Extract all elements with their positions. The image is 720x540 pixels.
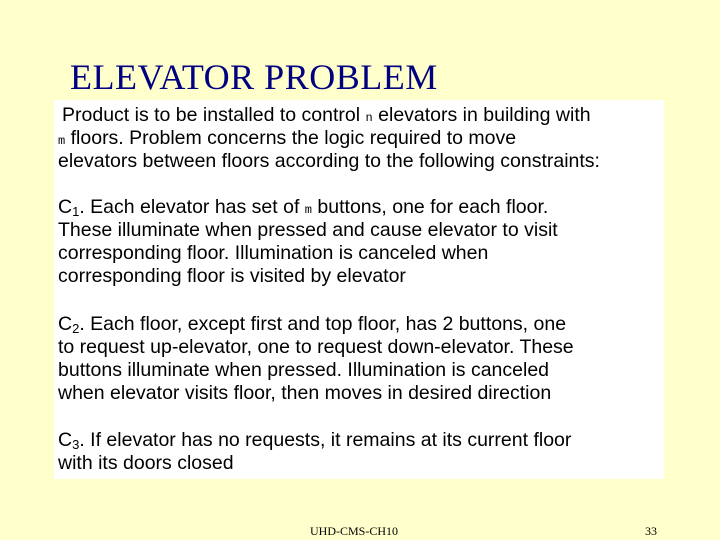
- constraint-c3-line-2: with its doors closed: [58, 452, 234, 474]
- variable-m: m: [304, 203, 312, 217]
- constraint-c1-line-1-b: buttons, one for each floor.: [317, 196, 549, 218]
- constraint-c2-line-2: to request up-elevator, one to request down-elevator. These: [58, 336, 574, 358]
- constraint-c2-line-1-text: . Each floor, except first and top floor, has 2 buttons, one: [79, 313, 567, 335]
- constraint-c1-line-2: These illuminate when pressed and cause elevator to visit: [58, 219, 558, 241]
- constraint-c2-line-3: buttons illuminate when pressed. Illumination is canceled: [58, 359, 550, 381]
- slide-title: ELEVATOR PROBLEM: [70, 57, 438, 97]
- constraint-c3-line-1-text: . If elevator has no requests, it remains at its current floor: [79, 429, 572, 451]
- constraint-c3-subscript: 3: [72, 437, 80, 452]
- constraint-c2-label: C: [58, 313, 73, 335]
- constraint-c1-line-1-a: . Each elevator has set of: [79, 196, 300, 218]
- intro-line-2-b: floors. Problem concerns the logic required to move: [70, 127, 517, 149]
- variable-n: n: [365, 111, 373, 125]
- intro-line-1-b: elevators in building with: [378, 104, 591, 126]
- variable-m: m: [58, 134, 66, 148]
- footer-course-code: UHD-CMS-CH10: [310, 524, 399, 538]
- constraint-c2-line-4: when elevator visits floor, then moves in desired direction: [58, 382, 552, 404]
- intro-line-1-a: Product is to be installed to control: [62, 104, 361, 126]
- intro-line-3: elevators between floors according to the following constraints:: [58, 150, 600, 172]
- page-number: 33: [645, 524, 657, 538]
- constraint-c1-line-3: corresponding floor. Illumination is canceled when: [58, 242, 489, 264]
- constraint-c1-label: C: [58, 196, 73, 218]
- constraint-c3-label: C: [58, 429, 73, 451]
- constraint-c1-subscript: 1: [72, 204, 80, 219]
- constraint-c1-line-4: corresponding floor is visited by elevator: [58, 265, 406, 287]
- constraint-c2-subscript: 2: [72, 321, 80, 336]
